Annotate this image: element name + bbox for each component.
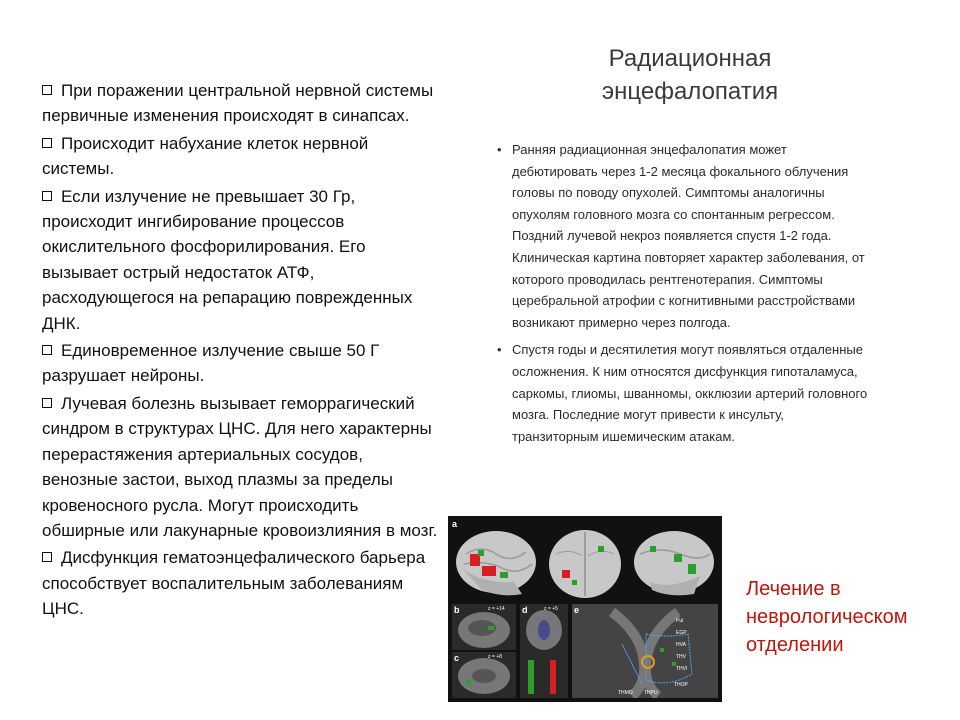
slide-title: Радиационная энцефалопатия (601, 45, 779, 105)
slice-label: z = +8 (488, 654, 502, 660)
list-item (42, 338, 442, 389)
checkbox-icon (42, 138, 52, 148)
checkbox-icon (42, 85, 52, 95)
region-label: EGP (676, 630, 687, 636)
brain-lateral-right-image (630, 524, 718, 602)
brain-lateral-left-image (452, 524, 540, 602)
bullet-item (494, 139, 874, 333)
list-item-text: Если излучение не превышает 30 Гр, происходит ингибирование процессов окислительного фосфорилирования. Его вызывает острый недостаток АТФ, расходующегося на репарацию поврежденных ДНК. (42, 186, 413, 333)
region-label: THPU (644, 690, 658, 696)
brain-imaging-figure (448, 516, 722, 702)
list-item-text: Происходит набухание клеток нервной системы. (42, 133, 369, 179)
bullet-text: Ранняя радиационная энцефалопатия может дебютировать через 1-2 месяца фокального облучения головы по поводу опухолей. Симптомы аналогичны опухолям головного мозга со спонтанным регрессом. Поздний лучевой некроз появляется спустя 1-2 года. Клиническая картина повторяет характер заболевания, от которого проводилась рентгенотерапия. Симптомы церебральной атрофии с когнитивными расстройствами возникают примерно через полгода. (512, 142, 865, 330)
region-label: THV (676, 654, 686, 660)
mri-sagittal-c-image (452, 652, 516, 698)
bullet-item (494, 339, 874, 447)
right-bullet-list (494, 139, 874, 453)
panel-label-d: d (522, 605, 528, 615)
panel-label-c: c (454, 653, 460, 663)
checkbox-icon (42, 191, 52, 201)
list-item (42, 184, 442, 336)
panel-label-a: a (452, 519, 458, 529)
bullet-text: Спустя годы и десятилетия могут появляться отдаленные осложнения. К ним относятся дисфункция гипоталамуса, саркомы, глиомы, шванномы, окклюзии артерий головного мозга. Последние могут привести к инсульту, транзиторным ишемическим атакам. (512, 342, 868, 444)
mri-axial-d-image (520, 604, 568, 698)
thalamus-closeup-e-image (572, 604, 718, 698)
brain-top-view-image (542, 524, 628, 602)
bullet-icon: • (497, 142, 502, 157)
treatment-note: Лечение в неврологическом отделении (746, 578, 908, 656)
region-label: THVI (676, 666, 688, 672)
mri-sagittal-b-image (452, 604, 516, 650)
list-item-text: Дисфункция гематоэнцефалического барьера способствует воспалительным заболеваниям ЦНС. (42, 548, 426, 619)
slice-label: z = +5 (544, 606, 558, 612)
slice-label: z = +14 (488, 606, 505, 612)
left-checkbox-list (42, 78, 442, 624)
list-item (42, 391, 442, 543)
panel-label-e: e (574, 605, 580, 615)
region-label: THMO (618, 690, 633, 696)
list-item-text: Единовременное излучение свыше 50 Г разрушает нейроны. (42, 341, 380, 386)
list-item-text: При поражении центральной нервной системы первичные изменения происходят в синапсах. (42, 81, 434, 126)
list-item (42, 78, 442, 129)
list-item (42, 131, 442, 182)
region-label: Pul (676, 618, 684, 624)
panel-label-b: b (454, 605, 460, 615)
checkbox-icon (42, 552, 52, 562)
list-item-text: Лучевая болезнь вызывает геморрагический синдром в структурах ЦНС. Для него характерны перерастяжения артериальных сосудов, венозные застои, выход плазмы за пределы кровеносного русла. Могут происходить обширные или лакунарные кровоизлияния в мозг. (42, 393, 438, 540)
list-item (42, 545, 442, 621)
checkbox-icon (42, 398, 52, 408)
bullet-icon: • (497, 342, 502, 358)
region-label: THOP (674, 682, 688, 688)
checkbox-icon (42, 345, 52, 355)
region-label: HVA (676, 642, 686, 648)
